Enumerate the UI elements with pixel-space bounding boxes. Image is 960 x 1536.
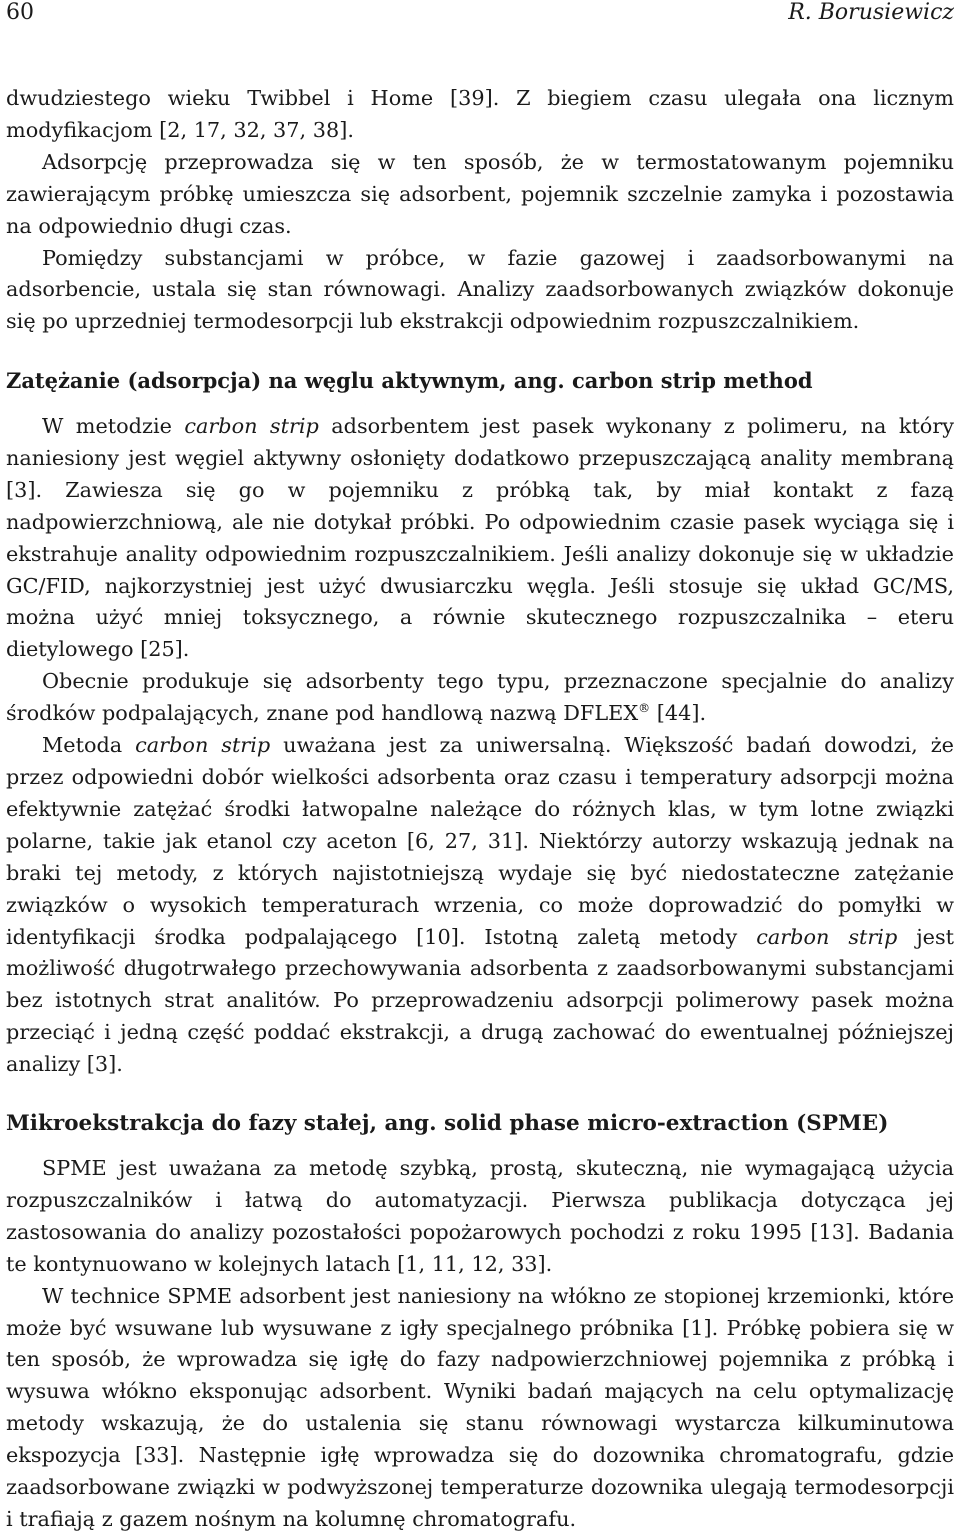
running-head (6, 0, 954, 30)
paragraph: dwudziestego wieku Twibbel i Home [39]. Z biegiem czasu ulegała ona licznym modyfikacjom [2, 17, 32, 37, 38]. (6, 86, 954, 142)
paragraph: W metodzie carbon strip adsorbentem jest pasek wykonany z polimeru, na który naniesiony jest węgiel aktywny osłonięty dodatkowo przepuszczającą anality membraną [3]. Zawiesza się go w pojemniku z próbką tak, by miał kontakt z fazą nadpowierzchniową, ale nie dotykał próbki. Po odpowiednim czasie pasek wyciąga się i ekstrahuje anality odpowiednim rozpuszczalnikiem. Jeśli analizy dokonuje się w układzie GC/FID, najkorzystniej jest użyć dwusiarczku węgla. Jeśli stosuje się układ GC/MS, można użyć mniej toksycznego, a równie skutecznego rozpuszczalnika – eteru dietylowego [25]. (6, 414, 955, 662)
paragraph: SPME jest uważana za metodę szybką, prostą, skuteczną, nie wymagającą użycia rozpuszczalników i łatwą do automatyzacji. Pierwsza publikacja dotycząca jej zastosowania do analizy pozostałości popożarowych pochodzi z roku 1995 [13]. Badania te kontynuowano w kolejnych latach [1, 11, 12, 33]. (6, 1156, 954, 1276)
page-number: 60 (6, 0, 34, 25)
section-spme (6, 1153, 954, 1536)
section-carbon-strip (6, 411, 954, 1081)
paragraph: Metoda carbon strip uważana jest za uniwersalną. Większość badań dowodzi, że przez odpowiedni dobór wielkości adsorbenta oraz czasu i temperatury adsorpcji można efektywnie zatężać środki łatwopalne należące do różnych klas, w tym lotne związki polarne, takie jak etanol czy aceton [6, 27, 31]. Niektórzy autorzy wskazują jednak na braki tej metody, z których najistotniejszą wydaje się być niedostateczne zatężanie związków o wysokich temperaturach wrzenia, co może doprowadzić do pomyłki w identyfikacji środka podpalającego [10]. Istotną zaletą metody carbon strip jest możliwość długotrwałego przechowywania adsorbenta z zaadsorbowanymi substancjami bez istotnych strat analitów. Po przeprowadzeniu adsorpcji polimerowy pasek można przeciąć i jedną część poddać ekstrakcji, a drugą zachować do ewentualnej późniejszej analizy [3]. (6, 733, 955, 1077)
paragraph: Pomiędzy substancjami w próbce, w fazie gazowej i zaadsorbowanymi na adsorbencie, ustala się stan równowagi. Analizy zaadsorbowanych związków dokonuje się po uprzedniej termodesorpcji lub ekstrakcji odpowiednim rozpuszczalnikiem. (6, 245, 954, 334)
section-heading-spme: Mikroekstrakcja do fazy stałej, ang. solid phase micro-extraction (SPME) (6, 1111, 889, 1136)
paragraph: Adsorpcję przeprowadza się w ten sposób, że w termostatowanym pojemniku zawierającym próbkę umieszcza się adsorbent, pojemnik szczelnie zamyka i pozostawia na odpowiednio długi czas. (6, 149, 954, 238)
registered-mark: ® (638, 701, 651, 716)
paragraph: Obecnie produkuje się adsorbenty tego typu, przeznaczone specjalnie do analizy środków podpalających, znane pod handlową nazwą DFLEX® [44]. (6, 669, 954, 726)
section-intro (6, 83, 954, 338)
paragraph: W technice SPME adsorbent jest naniesiony na włókno ze stopionej krzemionki, które może być wsuwane lub wysuwane z igły specjalnego próbnika [1]. Próbkę pobiera się w ten sposób, że wprowadza się igłę do fazy nadpowierzchniowej pojemnika z próbką i wysuwa włókno eksponując adsorbent. Wyniki badań mających na celu optymalizację metody wskazują, że do ustalenia się stanu równowagi wystarcza kilkuminutowa ekspozycja [33]. Następnie igłę wprowadza się do dozownika chromatografu, gdzie zaadsorbowane związki w podwyższonej temperaturze dozownika ulegają termodesorpcji i trafiają z gazem nośnym na kolumnę chromatografu. (6, 1283, 954, 1531)
running-head-author: R. Borusiewicz (788, 0, 954, 25)
section-heading-carbon-strip: Zatężanie (adsorpcja) na węglu aktywnym, ang. carbon strip method (6, 368, 813, 393)
term-carbon-strip: carbon strip (756, 924, 898, 949)
term-carbon-strip: carbon strip (135, 733, 271, 758)
term-carbon-strip: carbon strip (184, 414, 319, 438)
